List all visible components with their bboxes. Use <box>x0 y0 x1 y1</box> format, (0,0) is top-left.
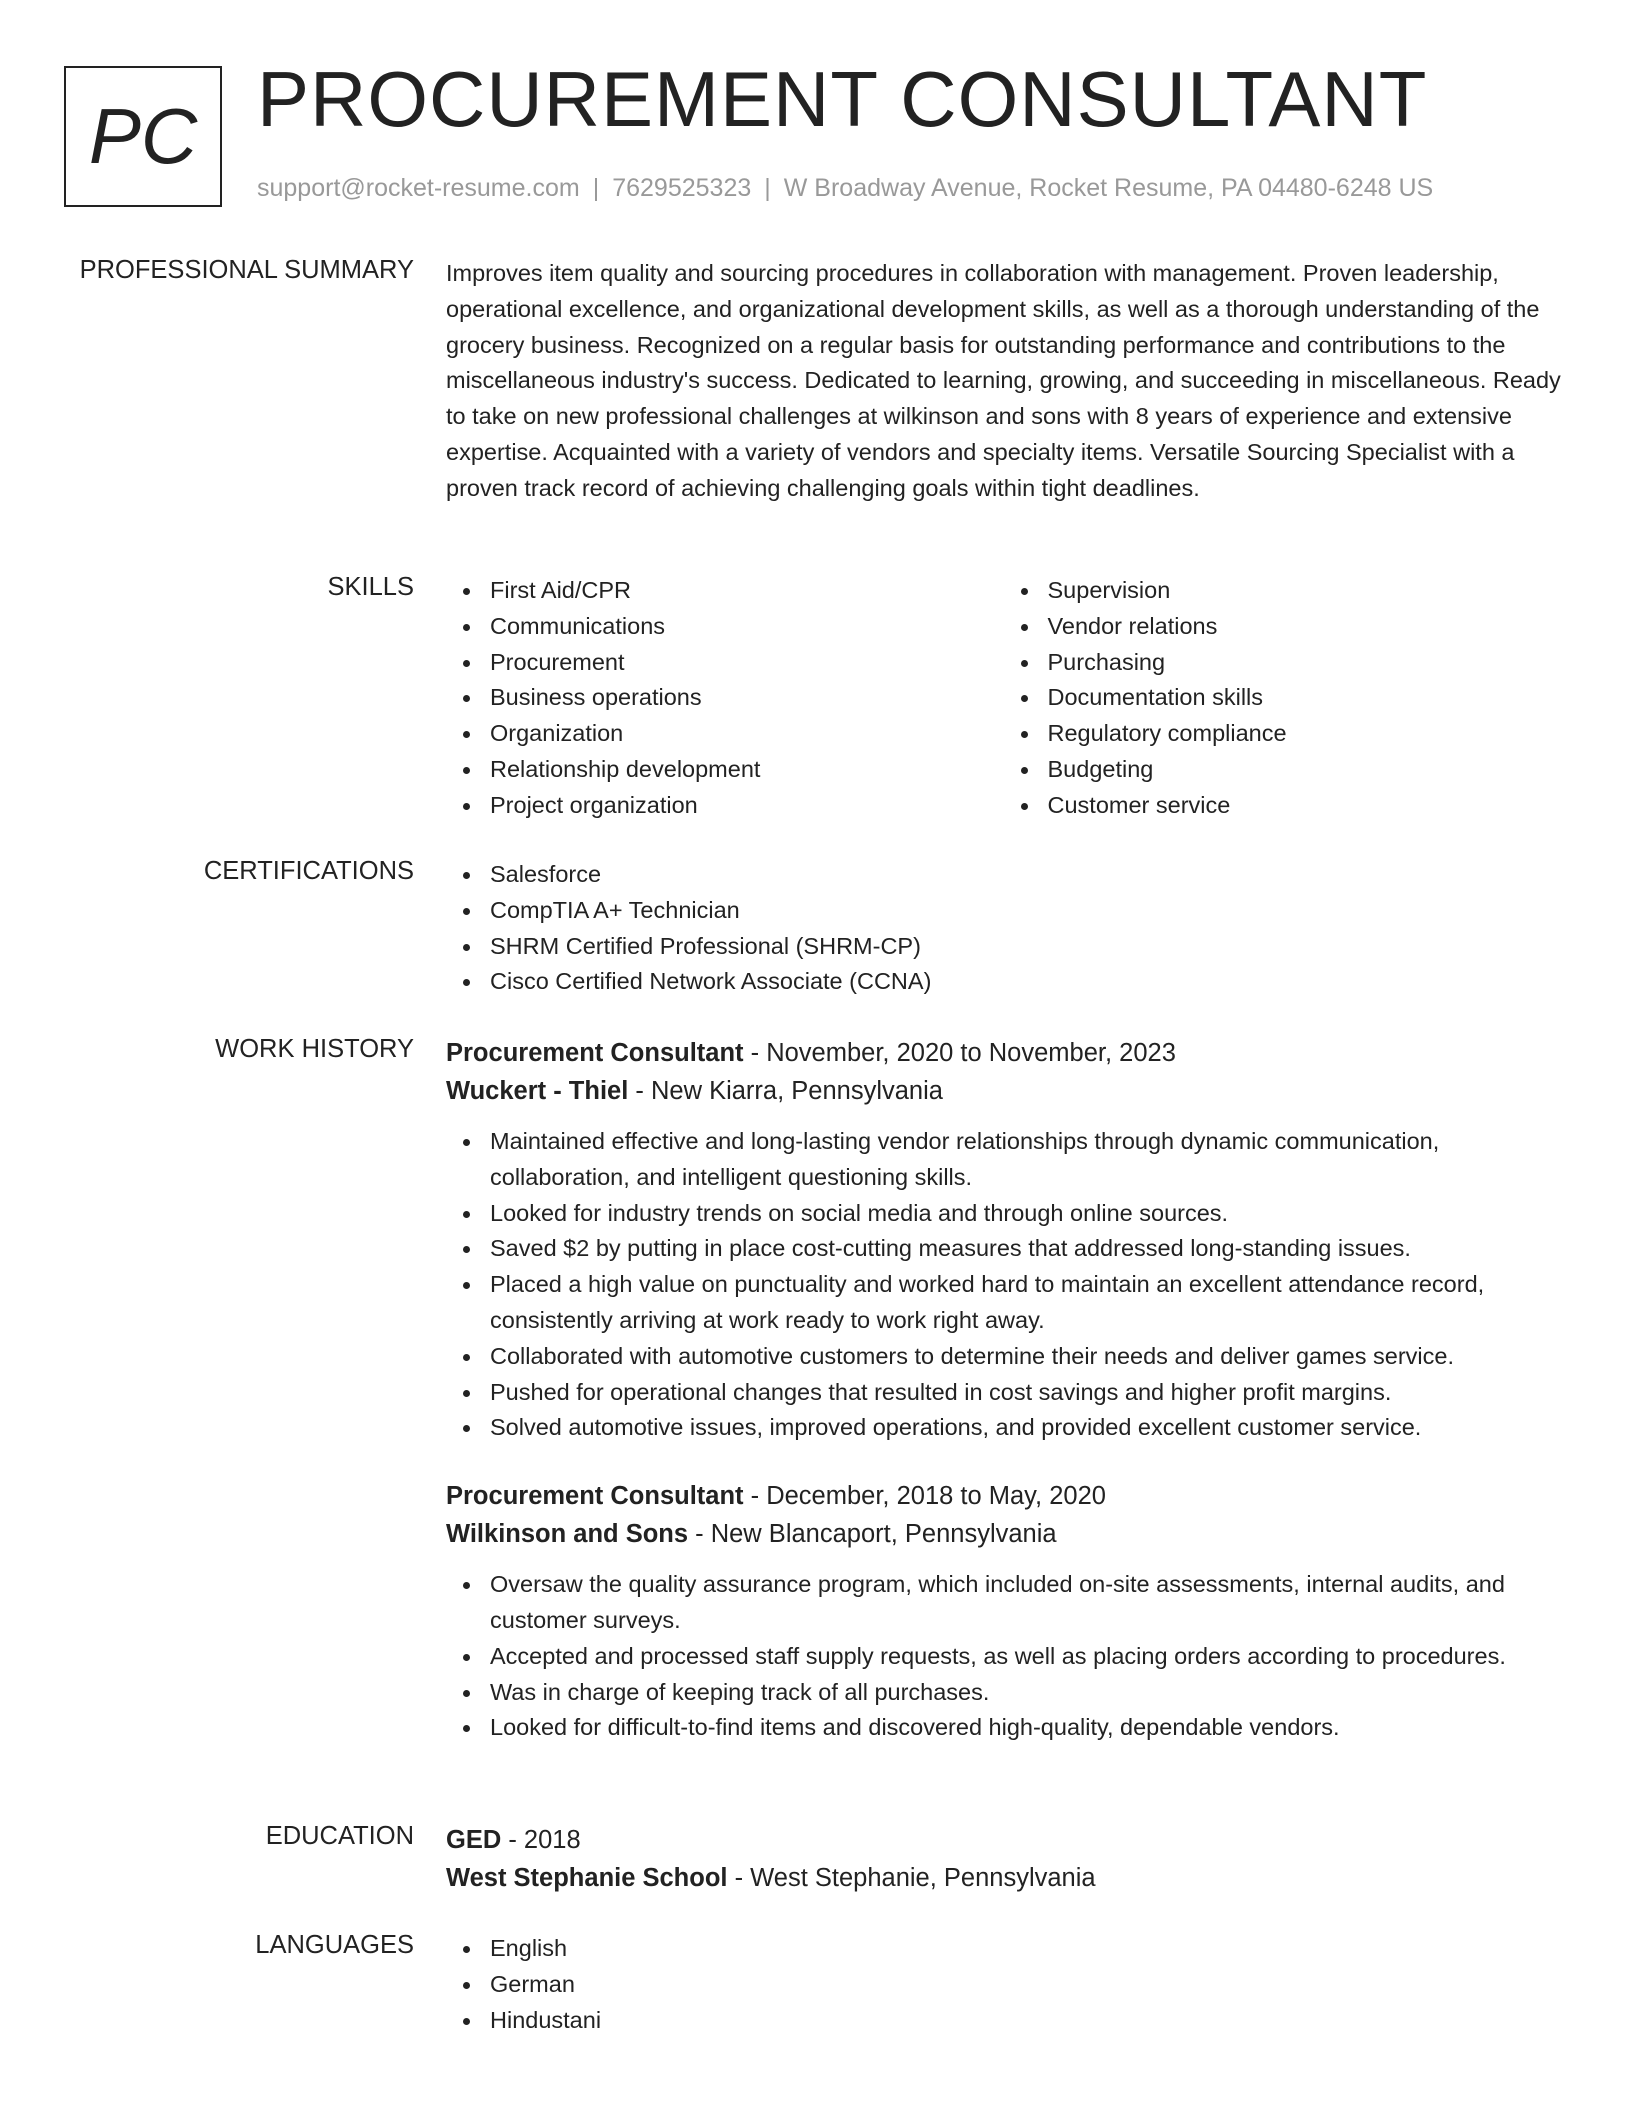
job-bullet: Looked for difficult-to-find items and discovered high-quality, dependable vendors. <box>490 1710 1561 1746</box>
separator: | <box>764 174 771 202</box>
job-bullet: Pushed for operational changes that resulted in cost savings and higher profit margins. <box>490 1375 1561 1411</box>
contact-email: support@rocket-resume.com <box>257 174 580 202</box>
education-school: West Stephanie School <box>446 1864 728 1892</box>
skill-item: Vendor relations <box>1048 609 1562 645</box>
job-company: Wuckert - Thiel <box>446 1077 629 1105</box>
contact-phone: 7629525323 <box>612 174 752 202</box>
certifications-list <box>446 857 1561 1000</box>
skill-item: Procurement <box>490 645 1004 681</box>
languages-list <box>446 1931 1561 2038</box>
separator: | <box>592 174 600 202</box>
skill-item: Budgeting <box>1048 752 1562 788</box>
job-location: - New Blancaport, Pennsylvania <box>688 1520 1057 1549</box>
skills-list-col1 <box>446 573 1004 824</box>
skill-item: Project organization <box>490 788 1004 824</box>
job-bullet: Collaborated with automotive customers to determine their needs and deliver games service. <box>490 1339 1561 1375</box>
job-bullets <box>446 1124 1561 1446</box>
skill-item: Supervision <box>1048 573 1562 609</box>
certifications-content <box>446 857 1561 1000</box>
education-year: - 2018 <box>501 1826 581 1854</box>
job-company-line <box>446 1515 1561 1553</box>
contact-line <box>257 174 1433 203</box>
language-item: English <box>490 1931 1561 1967</box>
job-bullet: Solved automotive issues, improved operations, and provided excellent customer service. <box>490 1410 1561 1446</box>
job-title: Procurement Consultant <box>446 1482 744 1511</box>
job-bullets <box>446 1567 1561 1746</box>
section-label-summary: PROFESSIONAL SUMMARY <box>79 256 414 284</box>
section-label-work: WORK HISTORY <box>215 1035 414 1063</box>
resume-title: PROCUREMENT CONSULTANT <box>257 55 1428 143</box>
skill-item: Purchasing <box>1048 645 1562 681</box>
job-entry <box>446 1477 1561 1746</box>
skill-item: Documentation skills <box>1048 680 1562 716</box>
job-bullet: Placed a high value on punctuality and worked hard to maintain an excellent attendance record, consistently arriving at work ready to work right away. <box>490 1267 1561 1339</box>
skill-item: Business operations <box>490 680 1004 716</box>
summary-text: Improves item quality and sourcing procedures in collaboration with management. Proven leadership, operational excellence, and organizational development skills, as well as a thorough understanding of the grocery business. Recognized on a regular basis for outstanding performance and contributions to the miscellaneous industry's success. Dedicated to learning, growing, and succeeding in miscellaneous. Ready to take on new professional challenges at wilkinson and sons with 8 years of experience and extensive expertise. Acquainted with a variety of vendors and specialty items. Versatile Sourcing Specialist with a proven track record of achieving challenging goals within tight deadlines. <box>446 260 1561 501</box>
certification-item: Cisco Certified Network Associate (CCNA) <box>490 964 1561 1000</box>
skill-item: Communications <box>490 609 1004 645</box>
skills-list-col2 <box>1004 573 1562 824</box>
section-label-languages: LANGUAGES <box>255 1931 414 1959</box>
job-title: Procurement Consultant <box>446 1039 744 1067</box>
section-label-education: EDUCATION <box>265 1822 414 1850</box>
job-location: - New Kiarra, Pennsylvania <box>628 1077 943 1105</box>
education-degree: GED <box>446 1826 502 1854</box>
section-label-certifications: CERTIFICATIONS <box>203 857 414 885</box>
job-entry <box>446 1034 1561 1446</box>
skill-item: First Aid/CPR <box>490 573 1004 609</box>
job-dates: - December, 2018 to May, 2020 <box>743 1482 1106 1511</box>
skill-item: Regulatory compliance <box>1048 716 1562 752</box>
work-content <box>446 1034 1561 1746</box>
job-title-line <box>446 1034 1561 1072</box>
contact-address: W Broadway Avenue, Rocket Resume, PA 04480-6248 US <box>783 174 1434 202</box>
language-item: Hindustani <box>490 2003 1561 2039</box>
job-bullet: Maintained effective and long-lasting vendor relationships through dynamic communication, collaboration, and intelligent questioning skills. <box>490 1124 1561 1196</box>
certification-item: SHRM Certified Professional (SHRM-CP) <box>490 929 1561 965</box>
education-school-line <box>446 1859 1561 1897</box>
monogram: PC <box>64 66 222 207</box>
job-bullet: Looked for industry trends on social media and through online sources. <box>490 1196 1561 1232</box>
job-dates: - November, 2020 to November, 2023 <box>743 1039 1176 1067</box>
skill-item: Customer service <box>1048 788 1562 824</box>
skills-content <box>446 573 1561 824</box>
job-bullet: Oversaw the quality assurance program, which included on-site assessments, internal audits, and customer surveys. <box>490 1567 1561 1639</box>
education-location: - West Stephanie, Pennsylvania <box>727 1864 1096 1892</box>
job-bullet: Was in charge of keeping track of all purchases. <box>490 1675 1561 1711</box>
certification-item: Salesforce <box>490 857 1561 893</box>
job-bullet: Saved $2 by putting in place cost-cutting measures that addressed long-standing issues. <box>490 1231 1561 1267</box>
education-degree-line <box>446 1821 1561 1859</box>
job-title-line <box>446 1477 1561 1515</box>
summary-content <box>446 256 1561 507</box>
education-content <box>446 1821 1561 1897</box>
job-bullet: Accepted and processed staff supply requests, as well as placing orders according to procedures. <box>490 1639 1561 1675</box>
certification-item: CompTIA A+ Technician <box>490 893 1561 929</box>
language-item: German <box>490 1967 1561 2003</box>
languages-content <box>446 1931 1561 2038</box>
job-company-line <box>446 1072 1561 1110</box>
skill-item: Organization <box>490 716 1004 752</box>
section-label-skills: SKILLS <box>327 573 414 601</box>
job-company: Wilkinson and Sons <box>446 1520 689 1549</box>
skill-item: Relationship development <box>490 752 1004 788</box>
